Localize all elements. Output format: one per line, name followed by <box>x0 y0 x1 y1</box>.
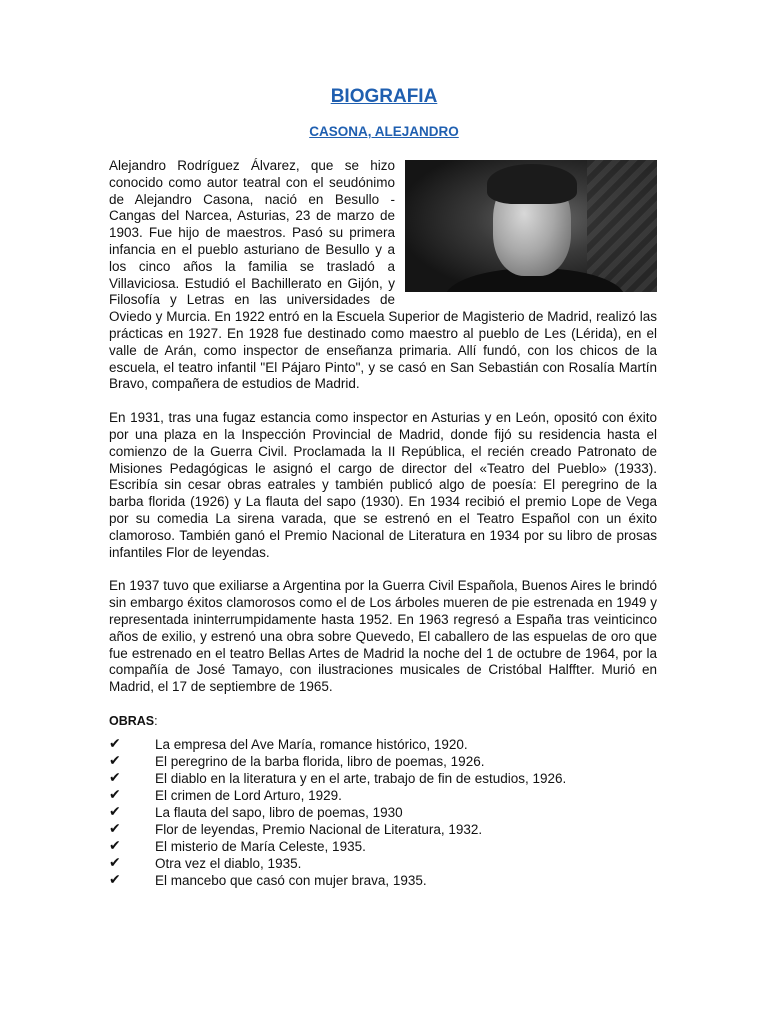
checkmark-icon: ✔ <box>109 803 121 820</box>
list-item: ✔ Otra vez el diablo, 1935. <box>109 854 302 871</box>
list-item: ✔ El peregrino de la barba florida, libro de poemas, 1926. <box>109 752 485 769</box>
checkmark-icon: ✔ <box>109 854 121 871</box>
obras-heading <box>109 713 657 730</box>
portrait-hair <box>487 164 577 204</box>
biography-paragraph-3: En 1937 tuvo que exiliarse a Argentina por la Guerra Civil Española, Buenos Aires le brindó sin embargo éxitos clamorosos como el de Los árboles mueren de pie estrenada en 1949 y representada ininterrumpidamente hasta 1952. En 1963 regresó a España tras veinticinco años de exilio, y estrenó una obra sobre Quevedo, El caballero de las espuelas de oro que fue estrenado en el teatro Bellas Artes de Madrid la noche del 1 de octubre de 1964, por la compañía de José Tamayo, con ilustraciones musicales de Cristóbal Halffter. Murió en Madrid, el 17 de septiembre de 1965. <box>109 578 657 695</box>
biography-paragraph-2: En 1931, tras una fugaz estancia como inspector en Asturias y en León, opositó con éxito por una plaza en la Inspección Provincial de Madrid, donde fijó su residencia hasta el comienzo de la Guerra Civil. Proclamada la II República, el recién creado Patronato de Misiones Pedagógicas le asignó el cargo de director del «Teatro del Pueblo» (1933). Escribía sin cesar obras eatrales y también publicó algo de poesía: El peregrino de la barba florida (1926) y La flauta del sapo (1930). En 1934 recibió el premio Lope de Vega por su comedia La sirena varada, que se estrenó en el Teatro Español con un éxito clamoroso. También ganó el Premio Nacional de Literatura en 1934 por su libro de prosas infantiles Flor de leyendas. <box>109 410 657 560</box>
list-item: ✔ El mancebo que casó con mujer brava, 1935. <box>109 871 427 888</box>
list-item: ✔ La flauta del sapo, libro de poemas, 1930 <box>109 803 403 820</box>
checkmark-icon: ✔ <box>109 769 121 786</box>
list-item: ✔ El diablo en la literatura y en el arte, trabajo de fin de estudios, 1926. <box>109 769 567 786</box>
biography-paragraph-1: Alejandro Rodríguez Álvarez, que se hizo conocido como autor teatral con el seudónimo de Alejandro Casona, nació en Besullo - Cangas del Narcea, Asturias, 23 de marzo de 1903. Fue hijo de maestros. Pasó su primera infancia en el pueblo asturiano de Besullo y a los cinco años la familia se trasladó a Villaviciosa. Estudió el Bachillerato en Gijón, y Filosofía y Letras en las universidades de Oviedo y Murcia. En 1922 entró en la Escuela Superior de Magisterio de Madrid, realizó las prácticas en 1927. En 1928 fue destinado como maestro al pueblo de Les (Lérida), en el valle de Arán, como inspector de enseñanza primaria. Allí fundó, con los chicos de la escuela, el teatro infantil "El Pájaro Pinto", y se casó en San Sebastián con Rosalía Martín Bravo, compañera de estudios de Madrid. <box>109 158 657 392</box>
checkmark-icon: ✔ <box>109 820 121 837</box>
obras-colon: : <box>154 713 158 728</box>
checkmark-icon: ✔ <box>109 752 121 769</box>
checkmark-icon: ✔ <box>109 786 121 803</box>
author-portrait-photo <box>405 160 657 292</box>
obras-label: OBRAS <box>109 713 155 728</box>
biography-content <box>109 158 657 889</box>
portrait-background <box>587 160 657 292</box>
list-item: ✔ El crimen de Lord Arturo, 1929. <box>109 786 342 803</box>
page-title: BIOGRAFIA <box>330 86 438 107</box>
page-subtitle: CASONA, ALEJANDRO <box>309 124 459 139</box>
list-item: ✔ Flor de leyendas, Premio Nacional de Literatura, 1932. <box>109 820 483 837</box>
list-item: ✔ La empresa del Ave María, romance histórico, 1920. <box>109 735 468 752</box>
checkmark-icon: ✔ <box>109 837 121 854</box>
checkmark-icon: ✔ <box>109 871 121 888</box>
checkmark-icon: ✔ <box>109 735 121 752</box>
obras-list <box>109 736 657 889</box>
list-item: ✔ El misterio de María Celeste, 1935. <box>109 837 366 854</box>
